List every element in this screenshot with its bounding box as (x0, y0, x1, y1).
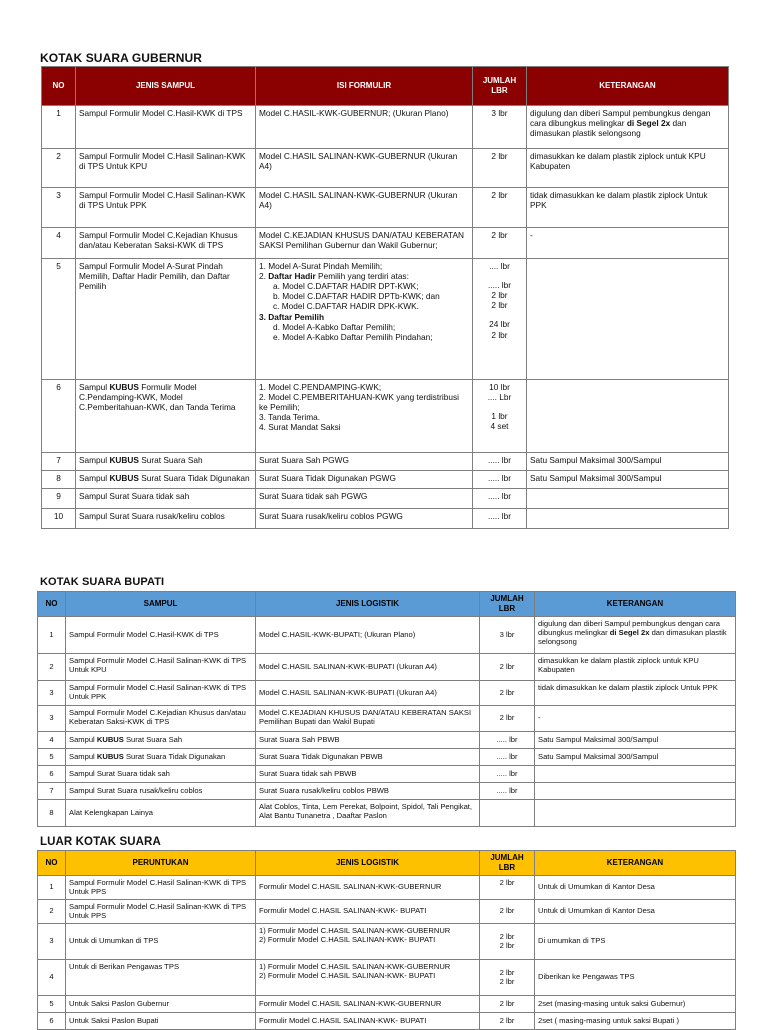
header-keterangan: KETERANGAN (535, 592, 736, 617)
table-row (42, 106, 729, 149)
list-item: 1) Formulir Model C.HASIL SALINAN-KWK-GUBERNUR (259, 925, 451, 935)
list-text: Pemilih yang terdiri atas: (315, 271, 409, 282)
row-jenis: Formulir Model C.HASIL SALINAN-KWK-GUBERNUR (256, 995, 480, 1012)
row-sampul: Sampul Surat Suara rusak/keliru coblos (76, 509, 256, 529)
list-item (259, 271, 469, 281)
jumlah-value: 2 lbr (491, 300, 508, 311)
header-jumlah-lbr: JUMLAH LBR (480, 851, 535, 876)
list-item: 3. Daftar Pemilih (259, 311, 325, 322)
row-jumlah: 2 lbr (473, 228, 527, 259)
row-isi: Surat Suara Tidak Digunakan PGWG (256, 471, 473, 489)
row-sampul: Sampul Formulir Model C.Hasil Salinan-KWK di TPS Untuk PPK (76, 188, 256, 228)
row-no: 3 (38, 680, 66, 705)
sampul-text: Surat Suara Tidak Digunakan (138, 473, 250, 483)
row-keterangan: - (535, 705, 736, 731)
row-jumlah: 3 lbr (480, 616, 535, 653)
row-no: 8 (38, 799, 66, 826)
row-keterangan: tidak dimasukkan ke dalam plastik ziplock Untuk PPK (535, 680, 736, 705)
table-row (42, 509, 729, 529)
row-jumlah: ..... lbr (480, 748, 535, 765)
row-jumlah: 2 lbr (480, 899, 535, 923)
row-jenis: Model C.HASIL-KWK-BUPATI; (Ukuran Plano) (256, 616, 480, 653)
row-jumlah-list (480, 923, 535, 959)
list-item: 2) Formulir Model C.HASIL SALINAN-KWK- BUPATI (259, 934, 436, 944)
row-no: 3 (42, 188, 76, 228)
row-isi: Surat Suara rusak/keliru coblos PGWG (256, 509, 473, 529)
sampul-bold: KUBUS (109, 473, 139, 483)
row-keterangan: 2set (masing-masing untuk saksi Gubernur) (535, 995, 736, 1012)
row-jenis: Formulir Model C.HASIL SALINAN-KWK- BUPATI (256, 1012, 480, 1029)
row-keterangan: - (527, 228, 729, 259)
jumlah-value: 2 lbr (499, 967, 515, 977)
list-item: 1) Formulir Model C.HASIL SALINAN-KWK-GUBERNUR (259, 961, 451, 971)
row-keterangan: dimasukkan ke dalam plastik ziplock untuk KPU Kabupaten (535, 653, 736, 680)
row-jumlah-list (473, 259, 527, 380)
list-item: 2) Formulir Model C.HASIL SALINAN-KWK- BUPATI (259, 970, 436, 980)
row-jumlah (480, 799, 535, 826)
row-isi: Model C.HASIL SALINAN-KWK-GUBERNUR (Ukuran A4) (256, 188, 473, 228)
row-isi: Model C.HASIL SALINAN-KWK-GUBERNUR (Ukuran A4) (256, 149, 473, 188)
header-keterangan: KETERANGAN (535, 851, 736, 876)
row-peruntukan: Untuk Saksi Paslon Bupati (66, 1012, 256, 1029)
row-jumlah: 2 lbr (480, 995, 535, 1012)
row-sampul: Sampul Formulir Model C.Hasil Salinan-KWK di TPS Untuk KPU (66, 653, 256, 680)
row-sampul: Sampul Formulir Model A-Surat Pindah Memilih, Daftar Hadir Pemilih, dan Daftar Pemilih (76, 259, 256, 380)
ket-bold: di Segel 2x (609, 627, 650, 637)
row-jenis: Surat Suara Sah PBWB (256, 731, 480, 748)
jumlah-value: 2 lbr (491, 290, 508, 301)
row-jenis: Surat Suara rusak/keliru coblos PBWB (256, 782, 480, 799)
jumlah-value: ..... lbr (487, 280, 512, 291)
jumlah-value: 2 lbr (499, 931, 515, 941)
row-no: 7 (42, 453, 76, 471)
ket-bold: di Segel 2x (626, 118, 671, 129)
row-no: 6 (38, 1012, 66, 1029)
row-jumlah: ..... lbr (480, 782, 535, 799)
sampul-text: Sampul (69, 734, 97, 744)
row-jenis: Formulir Model C.HASIL SALINAN-KWK- BUPATI (256, 899, 480, 923)
row-sampul: Sampul Formulir Model C.Hasil-KWK di TPS (66, 616, 256, 653)
row-sampul (66, 748, 256, 765)
row-sampul: Sampul Surat Suara tidak sah (76, 489, 256, 509)
row-jumlah: 2 lbr (480, 653, 535, 680)
row-jenis-list (256, 959, 480, 995)
row-jumlah-list (480, 959, 535, 995)
row-jumlah: 2 lbr (480, 680, 535, 705)
row-jumlah: 2 lbr (480, 705, 535, 731)
row-jenis: Formulir Model C.HASIL SALINAN-KWK-GUBERNUR (256, 875, 480, 899)
row-no: 9 (42, 489, 76, 509)
row-keterangan: Diberikan ke Pengawas TPS (535, 959, 736, 995)
row-keterangan: Untuk di Umumkan di Kantor Desa (535, 899, 736, 923)
row-jumlah-list (473, 380, 527, 453)
row-no: 1 (38, 875, 66, 899)
header-isi-formulir: ISI FORMULIR (256, 67, 473, 106)
row-no: 1 (42, 106, 76, 149)
sampul-text: Surat Suara Tidak Digunakan (123, 751, 226, 761)
list-item: b. Model C.DAFTAR HADIR DPTb-KWK; dan (273, 291, 440, 302)
sampul-text: Sampul (79, 455, 110, 465)
sampul-text: Surat Suara Sah (138, 455, 203, 465)
table-row (38, 995, 736, 1012)
row-no: 2 (38, 899, 66, 923)
table-row (42, 471, 729, 489)
row-no: 4 (38, 959, 66, 995)
row-jenis: Model C.HASIL SALINAN-KWK-BUPATI (Ukuran A4) (256, 653, 480, 680)
jumlah-value: 2 lbr (499, 941, 515, 950)
row-sampul: Sampul Surat Suara rusak/keliru coblos (66, 782, 256, 799)
row-isi-list (256, 259, 473, 380)
list-item: e. Model A-Kabko Daftar Pemilih Pindahan; (273, 331, 433, 342)
header-no: NO (38, 592, 66, 617)
row-jenis: Surat Suara tidak sah PBWB (256, 765, 480, 782)
list-item: c. Model C.DAFTAR HADIR DPK-KWK. (273, 301, 419, 312)
list-item: 1. Model A-Surat Pindah Memilih; (259, 261, 383, 271)
row-jumlah: 2 lbr (473, 188, 527, 228)
row-no: 4 (38, 731, 66, 748)
table-row (38, 680, 736, 705)
row-isi: Model C.KEJADIAN KHUSUS DAN/ATAU KEBERATAN SAKSI Pemilihan Gubernur dan Wakil Gubernur; (256, 228, 473, 259)
jumlah-value: 10 lbr (489, 382, 510, 392)
row-no: 2 (38, 653, 66, 680)
table-row (42, 188, 729, 228)
row-keterangan (527, 380, 729, 453)
row-keterangan: Satu Sampul Maksimal 300/Sampul (535, 748, 736, 765)
row-sampul: Sampul Formulir Model C.Hasil Salinan-KWK di TPS Untuk KPU (76, 149, 256, 188)
row-sampul: Sampul Surat Suara tidak sah (66, 765, 256, 782)
table-header-row (42, 67, 729, 106)
header-no: NO (42, 67, 76, 106)
jumlah-value: .... lbr (489, 261, 510, 271)
row-jenis: Model C.HASIL SALINAN-KWK-BUPATI (Ukuran A4) (256, 680, 480, 705)
row-sampul: Sampul Formulir Model C.Kejadian Khusus dan/atau Keberatan Saksi-KWK di TPS (76, 228, 256, 259)
row-sampul: Sampul Formulir Model C.Hasil Salinan-KWK di TPS Untuk PPK (66, 680, 256, 705)
table-row (38, 705, 736, 731)
row-jumlah: ..... lbr (473, 509, 527, 529)
jumlah-value: 4 set (490, 421, 509, 432)
jumlah-value: 24 lbr (489, 319, 510, 330)
row-keterangan (527, 259, 729, 380)
row-isi: Surat Suara Sah PGWG (256, 453, 473, 471)
row-keterangan: Satu Sampul Maksimal 300/Sampul (527, 453, 729, 471)
row-isi: Model C.HASIL-KWK-GUBERNUR; (Ukuran Plano) (256, 106, 473, 149)
table-row (38, 959, 736, 995)
row-keterangan: Untuk di Umumkan di Kantor Desa (535, 875, 736, 899)
table-row (38, 782, 736, 799)
table-row (38, 653, 736, 680)
header-jumlah-lbr: JUMLAH LBR (480, 592, 535, 617)
row-keterangan: dimasukkan ke dalam plastik ziplock untuk KPU Kabupaten (527, 149, 729, 188)
row-keterangan: 2set ( masing-masing untuk saksi Bupati ) (535, 1012, 736, 1029)
row-isi-list (256, 380, 473, 453)
header-peruntukan: PERUNTUKAN (66, 851, 256, 876)
row-no: 6 (38, 765, 66, 782)
list-item: 2. Model C.PEMBERITAHUAN-KWK yang terdistribusi ke Pemilih; (259, 392, 459, 413)
row-jumlah: 3 lbr (473, 106, 527, 149)
list-item: a. Model C.DAFTAR HADIR DPT-KWK; (273, 281, 419, 292)
table-row (38, 765, 736, 782)
row-peruntukan: Untuk di Berikan Pengawas TPS (66, 959, 256, 995)
row-keterangan: Satu Sampul Maksimal 300/Sampul (535, 731, 736, 748)
row-no: 5 (38, 995, 66, 1012)
table-row (42, 489, 729, 509)
sampul-text: Sampul (79, 382, 110, 392)
row-jumlah: ..... lbr (473, 453, 527, 471)
row-keterangan: Di umumkan di TPS (535, 923, 736, 959)
list-bold: Daftar Hadir (268, 271, 316, 282)
row-no: 8 (42, 471, 76, 489)
row-no: 1 (38, 616, 66, 653)
row-sampul: Alat Kelengkapan Lainya (66, 799, 256, 826)
table-row (42, 228, 729, 259)
list-item: 3. Tanda Terima. (259, 412, 321, 423)
row-peruntukan: Sampul Formulir Model C.Hasil Salinan-KWK di TPS Untuk PPS (66, 875, 256, 899)
list-item: 4. Surat Mandat Saksi (259, 422, 341, 433)
table-row (42, 453, 729, 471)
list-item: 1. Model C.PENDAMPING-KWK; (259, 382, 382, 392)
row-no: 5 (38, 748, 66, 765)
sampul-bold: KUBUS (96, 734, 124, 744)
table-header-row (38, 851, 736, 876)
sampul-bold: KUBUS (109, 455, 139, 465)
ket-text: digulung dan diberi Sampul pembungkus dengan cara dibungkus melingkar (538, 618, 720, 637)
row-jumlah: ..... lbr (473, 489, 527, 509)
table-row (38, 748, 736, 765)
header-keterangan: KETERANGAN (527, 67, 729, 106)
table-row (38, 616, 736, 653)
list-number: 2. (259, 271, 269, 282)
header-sampul: SAMPUL (66, 592, 256, 617)
row-keterangan (535, 765, 736, 782)
row-sampul: Sampul Formulir Model C.Hasil-KWK di TPS (76, 106, 256, 149)
row-no: 6 (42, 380, 76, 453)
row-jenis-list (256, 923, 480, 959)
row-keterangan (527, 489, 729, 509)
row-isi: Surat Suara tidak sah PGWG (256, 489, 473, 509)
row-peruntukan: Untuk Saksi Paslon Gubernur (66, 995, 256, 1012)
table-row (38, 875, 736, 899)
row-sampul (76, 471, 256, 489)
row-peruntukan: Sampul Formulir Model C.Hasil Salinan-KWK di TPS Untuk PPS (66, 899, 256, 923)
row-jenis: Surat Suara Tidak Digunakan PBWB (256, 748, 480, 765)
table-row (42, 149, 729, 188)
row-no: 7 (38, 782, 66, 799)
row-jenis: Model C.KEJADIAN KHUSUS DAN/ATAU KEBERATAN SAKSI Pemilihan Bupati dan Wakil Bupati (256, 705, 480, 731)
jumlah-value: .... Lbr (487, 392, 512, 403)
table-row (38, 799, 736, 826)
row-no: 2 (42, 149, 76, 188)
row-jumlah: ..... lbr (480, 731, 535, 748)
row-sampul (76, 380, 256, 453)
row-no: 4 (42, 228, 76, 259)
sampul-bold: KUBUS (96, 751, 124, 761)
table-row (38, 1012, 736, 1029)
row-keterangan: tidak dimasukkan ke dalam plastik ziplock Untuk PPK (527, 188, 729, 228)
row-keterangan (535, 782, 736, 799)
jumlah-value: 2 lbr (491, 329, 508, 340)
sampul-text: Surat Suara Sah (123, 734, 183, 744)
row-jenis: Alat Coblos, Tinta, Lem Perekat, Bolpoint, Spidol, Tali Pengikat, Alat Bantu Tunanetra , Daaftar Paslon (256, 799, 480, 826)
row-jumlah: 2 lbr (473, 149, 527, 188)
table-row (38, 923, 736, 959)
table-row (42, 380, 729, 453)
row-jumlah: ..... lbr (473, 471, 527, 489)
table-header-row (38, 592, 736, 617)
row-keterangan: Satu Sampul Maksimal 300/Sampul (527, 471, 729, 489)
row-no: 3 (38, 923, 66, 959)
row-jumlah: 2 lbr (480, 1012, 535, 1029)
section-title-gubernur: KOTAK SUARA GUBERNUR (40, 51, 202, 65)
jumlah-value: 2 lbr (499, 977, 515, 986)
header-jenis-logistik: JENIS LOGISTIK (256, 592, 480, 617)
row-no: 3 (38, 705, 66, 731)
ket-text: dan dimasukan plastik selongsong (530, 118, 687, 139)
table-kotak-suara-bupati (37, 591, 736, 827)
row-sampul: Sampul Formulir Model C.Kejadian Khusus dan/atau Keberatan Saksi-KWK di TPS (66, 705, 256, 731)
header-no: NO (38, 851, 66, 876)
table-row (42, 259, 729, 380)
sampul-bold: KUBUS (109, 382, 139, 392)
table-row (38, 899, 736, 923)
ket-text: dan dimasukan plastik selongsong (538, 627, 727, 646)
row-keterangan (527, 106, 729, 149)
table-row (38, 731, 736, 748)
row-sampul (66, 731, 256, 748)
header-jenis-sampul: JENIS SAMPUL (76, 67, 256, 106)
section-title-bupati: KOTAK SUARA BUPATI (40, 576, 165, 588)
row-sampul (76, 453, 256, 471)
sampul-text: Sampul (79, 473, 110, 483)
row-jumlah: ..... lbr (480, 765, 535, 782)
table-luar-kotak-suara (37, 850, 736, 1030)
list-item: d. Model A-Kabko Daftar Pemilih; (273, 321, 396, 332)
row-keterangan (535, 616, 736, 653)
row-peruntukan: Untuk di Umumkan di TPS (66, 923, 256, 959)
row-no: 10 (42, 509, 76, 529)
header-jumlah-lbr: JUMLAH LBR (473, 67, 527, 106)
jumlah-value: 1 lbr (491, 411, 508, 422)
header-jenis-logistik: JENIS LOGISTIK (256, 851, 480, 876)
row-keterangan (535, 799, 736, 826)
row-no: 5 (42, 259, 76, 380)
ket-text: digulung dan diberi Sampul pembungkus dengan cara dibungkus melingkar (530, 108, 711, 129)
section-title-luar: LUAR KOTAK SUARA (40, 836, 161, 848)
sampul-text: Sampul (69, 751, 97, 761)
sampul-text: Formulir Model C.Pendamping-KWK, Model C.Pemberitahuan-KWK, dan Tanda Terima (79, 382, 236, 413)
row-jumlah: 2 lbr (480, 875, 535, 899)
table-kotak-suara-gubernur (41, 66, 729, 529)
row-keterangan (527, 509, 729, 529)
